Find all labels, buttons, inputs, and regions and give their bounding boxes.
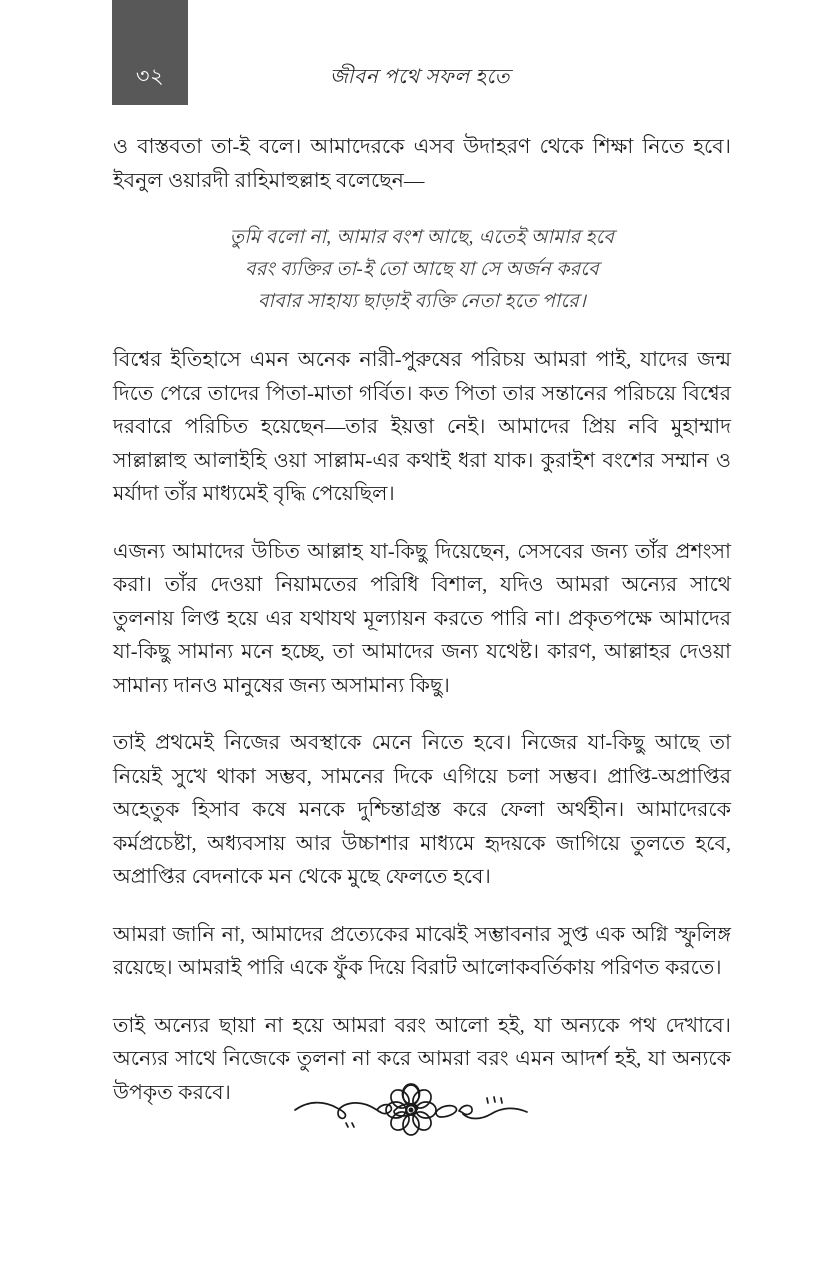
page-number: ৩২ <box>135 64 165 88</box>
running-head: জীবন পথে সফল হতে <box>329 66 511 88</box>
floral-divider-icon <box>291 1080 531 1142</box>
paragraph: তাই অন্যের ছায়া না হয়ে আমরা বরং আলো হই, যা অন্যকে পথ দেখাবে। অন্যের সাথে নিজেকে তুলনা না করে আমরা বরং এমন আদর্শ হই, যা অন্যকে উপকৃত করবে। <box>113 1014 731 1104</box>
verse-block <box>113 222 731 318</box>
section-divider-ornament <box>0 1080 822 1142</box>
paragraph: এজন্য আমাদের উচিত আল্লাহ যা-কিছু দিয়েছেন, সেসবের জন্য তাঁর প্রশংসা করা। তাঁর দেওয়া নিয়ামতের পরিধি বিশাল, যদিও আমরা অন্যের সাথে তুলনায় লিপ্ত হয়ে এর যথাযথ মূল্যায়ন করতে পারি না। প্রকৃতপক্ষে আমাদের যা-কিছু সামান্য মনে হচ্ছে, তা আমাদের জন্য যথেষ্ট। কারণ, আল্লাহর দেওয়া সামান্য দানও মানুষের জন্য অসামান্য কিছু। <box>113 540 731 697</box>
paragraph: তাই প্রথমেই নিজের অবস্থাকে মেনে নিতে হবে। নিজের যা-কিছু আছে তা নিয়েই সুখে থাকা সম্ভব, সামনের দিকে এগিয়ে চলা সম্ভব। প্রাপ্তি-অপ্রাপ্তির অহেতুক হিসাব কষে মনকে দুশ্চিন্তাগ্রস্ত করে ফেলা অর্থহীন। আমাদেরকে কর্মপ্রচেষ্টা, অধ্যবসায় আর উচ্চাশার মাধ্যমে হৃদয়কে জাগিয়ে তুলতে হবে, অপ্রাপ্তির বেদনাকে মন থেকে মুছে ফেলতে হবে। <box>113 732 731 888</box>
page-content <box>113 131 731 1110</box>
verse-line: তুমি বলো না, আমার বংশ আছে, এতেই আমার হবে <box>229 227 615 248</box>
page-number-box <box>112 0 188 105</box>
paragraph: আমরা জানি না, আমাদের প্রত্যেকের মাঝেই সম্ভাবনার সুপ্ত এক অগ্নি স্ফুলিঙ্গ রয়েছে। আমরাই পারি একে ফুঁক দিয়ে বিরাট আলোকবর্তিকায় পরিণত করতে। <box>113 923 731 979</box>
verse-line: বরং ব্যক্তির তা-ই তো আছে যা সে অর্জন করবে <box>245 259 599 280</box>
verse-line: বাবার সাহায্য ছাড়াই ব্যক্তি নেতা হতে পারে। <box>257 291 587 312</box>
paragraph: বিশ্বের ইতিহাসে এমন অনেক নারী-পুরুষের পরিচয় আমরা পাই, যাদের জন্ম দিতে পেরে তাদের পিতা-মাতা গর্বিত। কত পিতা তার সন্তানের পরিচয়ে বিশ্বের দরবারে পরিচিত হয়েছেন—তার ইয়ত্তা নেই। আমাদের প্রিয় নবি মুহাম্মাদ সাল্লাল্লাহু আলাইহি ওয়া সাল্লাম-এর কথাই ধরা যাক। কুরাইশ বংশের সম্মান ও মর্যাদা তাঁর মাধ্যমেই বৃদ্ধি পেয়েছিল। <box>113 349 731 505</box>
paragraph: ও বাস্তবতা তা-ই বলে। আমাদেরকে এসব উদাহরণ থেকে শিক্ষা নিতে হবে। ইবনুল ওয়ারদী রাহিমাহুল্লাহ বলেছেন— <box>113 136 731 192</box>
